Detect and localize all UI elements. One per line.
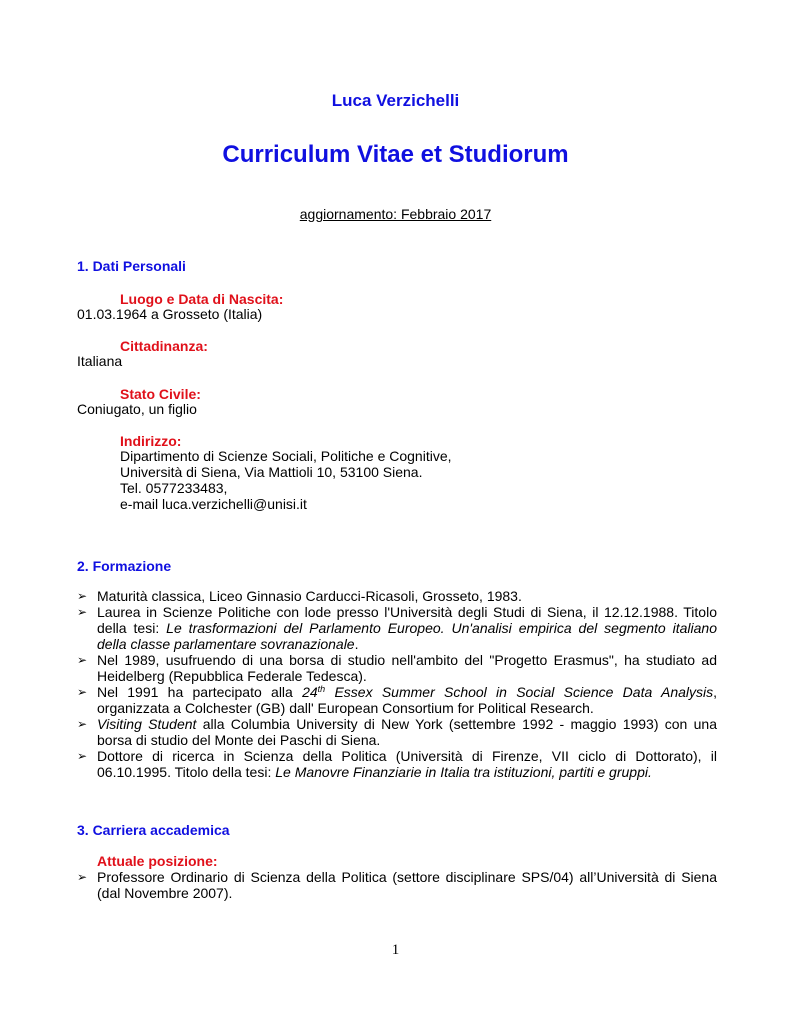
- page-number: 1: [391, 942, 400, 958]
- section-heading-career: 3. Carriera accademica: [77, 822, 230, 838]
- education-item: [97, 684, 717, 716]
- education-item-line: [97, 764, 717, 780]
- update-date-text: aggiornamento: Febbraio 2017: [299, 206, 492, 222]
- text-run: 24: [302, 684, 318, 700]
- education-item-line: organizzata a Colchester (GB) dall' European Consortium for Political Research.: [97, 700, 594, 716]
- career-item-line: (dal Novembre 2007).: [97, 885, 233, 901]
- address-email: e-mail luca.verzichelli@unisi.it: [120, 496, 307, 512]
- education-item: [97, 652, 717, 684]
- text-run: ,: [713, 684, 718, 700]
- education-item-line: Maturità classica, Liceo Ginnasio Carducci-Ricasoli, Grosseto, 1983.: [97, 588, 522, 604]
- text-run: della tesi:: [97, 620, 167, 636]
- citizenship-label: Cittadinanza:: [120, 338, 208, 354]
- civil-status-value: Coniugato, un figlio: [77, 401, 197, 417]
- bullet-arrow-icon: ➢: [77, 605, 88, 619]
- education-item-line: borsa di studio del Monte dei Paschi di Siena.: [97, 732, 381, 748]
- address-line: Dipartimento di Scienze Sociali, Politiche e Cognitive,: [120, 448, 452, 464]
- bullet-arrow-icon: ➢: [77, 717, 88, 731]
- education-item-line: Laurea in Scienze Politiche con lode presso l'Università degli Studi di Siena, il 12.12.1988. Titolo: [97, 604, 717, 620]
- thesis-title: della classe parlamentare sovranazionale: [97, 636, 355, 652]
- bullet-arrow-icon: ➢: [77, 589, 88, 603]
- citizenship-value: Italiana: [77, 353, 123, 369]
- education-item-line: Dottore di ricerca in Scienza della Politica (Università di Firenze, VII ciclo di Dottorato), il: [97, 748, 717, 764]
- text-run: Nel 1991 ha partecipato alla: [97, 684, 303, 700]
- education-item-line: [97, 716, 717, 732]
- address-line: Tel. 0577233483,: [120, 480, 228, 496]
- birth-label: Luogo e Data di Nascita:: [120, 291, 284, 307]
- address-line: Università di Siena, Via Mattioli 10, 53100 Siena.: [120, 464, 423, 480]
- civil-status-label: Stato Civile:: [120, 386, 201, 402]
- text-run: Visiting Student: [97, 716, 197, 732]
- section-heading-education: 2. Formazione: [77, 558, 172, 574]
- education-item-line: [97, 620, 717, 636]
- birth-value: 01.03.1964 a Grosseto (Italia): [77, 306, 263, 322]
- section-heading-personal: 1. Dati Personali: [77, 258, 186, 274]
- education-item: [97, 588, 717, 604]
- education-item-line: [97, 636, 717, 652]
- update-date: [0, 206, 791, 222]
- address-label: Indirizzo:: [120, 433, 182, 449]
- career-item: [97, 869, 717, 901]
- current-position-label: Attuale posizione:: [97, 853, 218, 869]
- summer-school-name: Essex Summer School in Social Science Data Analysis: [325, 684, 714, 700]
- education-item: [97, 716, 717, 748]
- bullet-arrow-icon: ➢: [77, 870, 88, 884]
- text-run: alla Columbia University di New York (settembre 1992 - maggio 1993) con una: [196, 716, 717, 732]
- career-item-line: Professore Ordinario di Scienza della Politica (settore disciplinare SPS/04) all’Università di Siena: [97, 869, 717, 885]
- education-item: [97, 748, 717, 780]
- bullet-arrow-icon: ➢: [77, 653, 88, 667]
- thesis-title: Le Manovre Finanziarie in Italia tra istituzioni, partiti e gruppi.: [275, 764, 652, 780]
- text-run: 06.10.1995. Titolo della tesi:: [97, 764, 276, 780]
- bullet-arrow-icon: ➢: [77, 685, 88, 699]
- thesis-title: Le trasformazioni del Parlamento Europeo. Un'analisi empirica del segmento italiano: [166, 620, 717, 636]
- text-run: .: [354, 636, 359, 652]
- education-item-line: [97, 684, 717, 700]
- author-name: Luca Verzichelli: [331, 91, 460, 110]
- education-item-line: Nel 1989, usufruendo di una borsa di studio nell'ambito del "Progetto Erasmus", ha studiato ad: [97, 652, 717, 668]
- education-item-line: Heidelberg (Repubblica Federale Tedesca).: [97, 668, 367, 684]
- bullet-arrow-icon: ➢: [77, 749, 88, 763]
- text-run: th: [317, 684, 326, 694]
- education-item: [97, 604, 717, 652]
- document-title: Curriculum Vitae et Studiorum: [222, 141, 569, 168]
